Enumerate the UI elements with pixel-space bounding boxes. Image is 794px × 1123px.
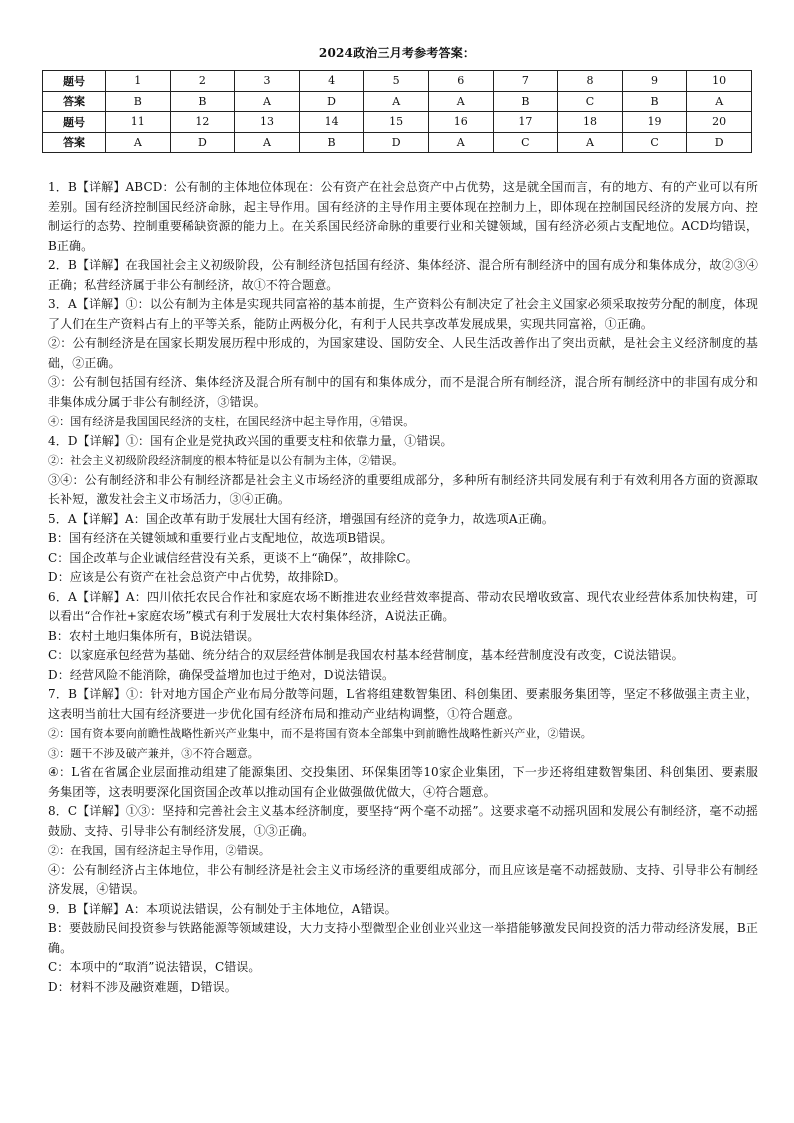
row-label: 答案 [43, 132, 106, 153]
page-title: 2024政治三月考参考答案： [318, 46, 476, 60]
answer-cell: D [364, 132, 429, 153]
explanation-paragraph: 8．C【详解】①③：坚持和完善社会主义基本经济制度，要坚持“两个毫不动摇”。这要求毫不动摇巩固和发展公有制经济，毫不动摇鼓励、支持、引导非公有制经济发展，①③正确。 [48, 804, 758, 838]
answer-cell: A [235, 91, 300, 112]
explanation-paragraph: ③：公有制包括国有经济、集体经济及混合所有制中的国有和集体成分，而不是混合所有制经济，混合所有制经济中的非国有成分和非集体成分属于非公有制经济，③错误。 [48, 375, 758, 409]
answer-cell: 19 [622, 112, 687, 133]
answer-cell: B [170, 91, 235, 112]
explanation-paragraph: ④：公有制经济占主体地位，非公有制经济是社会主义市场经济的重要组成部分，而且应该是毫不动摇鼓励、支持、引导非公有制经济发展，④错误。 [48, 862, 758, 896]
answer-cell: A [428, 91, 493, 112]
answer-cell: A [558, 132, 623, 153]
row-label: 答案 [43, 91, 106, 112]
explanation-paragraph: 6．A【详解】A：四川依托农民合作社和家庭农场不断推进农业经营效率提高、带动农民增收致富、现代农业经营体系加快构建，可以看出“合作社+家庭农场”模式有利于发展壮大农村集体经济，A说法正确。 [48, 589, 758, 623]
answer-cell: 17 [493, 112, 558, 133]
explanation-paragraph: 9．B【详解】A：本项说法错误，公有制处于主体地位，A错误。 [48, 901, 397, 916]
answer-cell: 10 [687, 71, 752, 92]
explanation-paragraph: D：材料不涉及融资难题，D错误。 [48, 979, 237, 994]
answer-cell: A [364, 91, 429, 112]
answer-table-row [43, 71, 752, 92]
answer-cell: 7 [493, 71, 558, 92]
answer-cell: 20 [687, 112, 752, 133]
answer-cell: 9 [622, 71, 687, 92]
explanation-paragraph: B：国有经济在关键领域和重要行业占支配地位，故选项B错误。 [48, 531, 393, 545]
answer-cell: C [493, 132, 558, 153]
explanation-paragraph: ④：L省在省属企业层面推动组建了能源集团、交投集团、环保集团等10家企业集团，下一步还将组建数智集团、科创集团、要素服务集团等，这表明要深化国资国企改革以推动国有企业做强做优做大，④符合题意。 [48, 765, 758, 799]
answer-cell: C [558, 91, 623, 112]
explanation-paragraph: C：本项中的“取消”说法错误，C错误。 [48, 960, 261, 974]
explanation-paragraph: ④：国有经济是我国国民经济的支柱，在国民经济中起主导作用，④错误。 [48, 415, 415, 428]
explanation-paragraph: C：以家庭承包经营为基础、统分结合的双层经营体制是我国农村基本经营制度，基本经营制度没有改变，C说法错误。 [48, 648, 684, 662]
answer-cell: 6 [428, 71, 493, 92]
answer-cell: B [622, 91, 687, 112]
answer-cell: 14 [299, 112, 364, 133]
row-label: 题号 [43, 71, 106, 92]
answer-table-row [43, 112, 752, 133]
answer-cell: 11 [106, 112, 171, 133]
answer-cell: 12 [170, 112, 235, 133]
explanation-paragraph: 7．B【详解】①：针对地方国企产业布局分散等问题，L省将组建数智集团、科创集团、要素服务集团等，坚定不移做强主责主业，这表明当前壮大国有经济要进一步优化国有经济布局和推动产业结构调整，①符合题意。 [48, 687, 758, 721]
explanation-paragraph: ②：在我国，国有经济起主导作用，②错误。 [48, 844, 270, 857]
answer-cell: B [299, 132, 364, 153]
answer-cell: 5 [364, 71, 429, 92]
answer-cell: 4 [299, 71, 364, 92]
explanation-paragraph: 2．B【详解】在我国社会主义初级阶段，公有制经济包括国有经济、集体经济、混合所有制经济中的国有成分和集体成分，故②③④正确；私营经济属于非公有制经济，故①不符合题意。 [48, 258, 758, 292]
answer-cell: B [106, 91, 171, 112]
answer-cell: A [106, 132, 171, 153]
answer-cell: A [687, 91, 752, 112]
answer-cell: D [687, 132, 752, 153]
explanation-paragraph: 5．A【详解】A：国企改革有助于发展壮大国有经济，增强国有经济的竞争力，故选项A正确。 [48, 511, 554, 526]
explanation-paragraph: D：应该是公有资产在社会总资产中占优势，故排除D。 [48, 570, 346, 584]
answer-cell: 3 [235, 71, 300, 92]
explanation-paragraph: ②：社会主义初级阶段经济制度的根本特征是以公有制为主体，②错误。 [48, 454, 404, 467]
explanation-paragraph: 3．A【详解】①：以公有制为主体是实现共同富裕的基本前提，生产资料公有制决定了社会主义国家必须采取按劳分配的制度，体现了人们在生产资料占有上的平等关系，能防止两极分化，有利于人民共享改革发展成果，实现共同富裕，①正确。 [48, 297, 758, 331]
answer-cell: 16 [428, 112, 493, 133]
answer-cell: 18 [558, 112, 623, 133]
explanation-paragraph: D：经营风险不能消除，确保受益增加也过于绝对，D说法错误。 [48, 667, 395, 682]
explanation-paragraph: C：国企改革与企业诚信经营没有关系，更谈不上“确保”，故排除C。 [48, 550, 418, 565]
answer-cell: 8 [558, 71, 623, 92]
explanation-paragraph: ③：题干不涉及破产兼并，③不符合题意。 [48, 746, 259, 760]
answer-cell: 1 [106, 71, 171, 92]
answer-cell: A [428, 132, 493, 153]
answer-table-row [43, 91, 752, 112]
explanation-paragraph: 1．B【详解】ABCD：公有制的主体地位体现在：公有资产在社会总资产中占优势，这是就全国而言，有的地方、有的产业可以有所差别。国有经济控制国民经济命脉，起主导作用。国有经济的主导作用主要体现在控制力上，即体现在控制国民经济的发展方向、控制运行的态势、控制重要稀缺资源的能力上。在关系国民经济命脉的重要行业和关键领域，国有经济必须占支配地位。ACD均错误，B正确。 [48, 180, 758, 253]
answer-cell: A [235, 132, 300, 153]
answer-cell: C [622, 132, 687, 153]
explanation-paragraph: B：要鼓励民间投资参与铁路能源等领域建设，大力支持小型微型企业创业兴业这一举措能够激发民间投资的活力带动经济发展，B正确。 [48, 921, 758, 955]
answer-table [42, 70, 752, 153]
explanations [48, 178, 758, 997]
explanation-paragraph: ②：国有资本要向前瞻性战略性新兴产业集中，而不是将国有资本全部集中到前瞻性战略性新兴产业，②错误。 [48, 727, 592, 740]
explanation-paragraph: 4．D【详解】①：国有企业是党执政兴国的重要支柱和依靠力量，①错误。 [48, 433, 453, 448]
answer-cell: D [170, 132, 235, 153]
answer-table-row [43, 132, 752, 153]
explanation-paragraph: ②：公有制经济是在国家长期发展历程中形成的，为国家建设、国防安全、人民生活改善作出了突出贡献，是社会主义经济制度的基础，②正确。 [48, 336, 758, 370]
explanation-paragraph: ③④：公有制经济和非公有制经济都是社会主义市场经济的重要组成部分，多种所有制经济共同发展有利于有效利用各方面的资源取长补短，激发社会主义市场活力，③④正确。 [48, 472, 758, 506]
answer-cell: D [299, 91, 364, 112]
explanation-paragraph: B：农村土地归集体所有，B说法错误。 [48, 628, 260, 643]
row-label: 题号 [43, 112, 106, 133]
answer-cell: 13 [235, 112, 300, 133]
answer-cell: 2 [170, 71, 235, 92]
answer-cell: B [493, 91, 558, 112]
answer-cell: 15 [364, 112, 429, 133]
